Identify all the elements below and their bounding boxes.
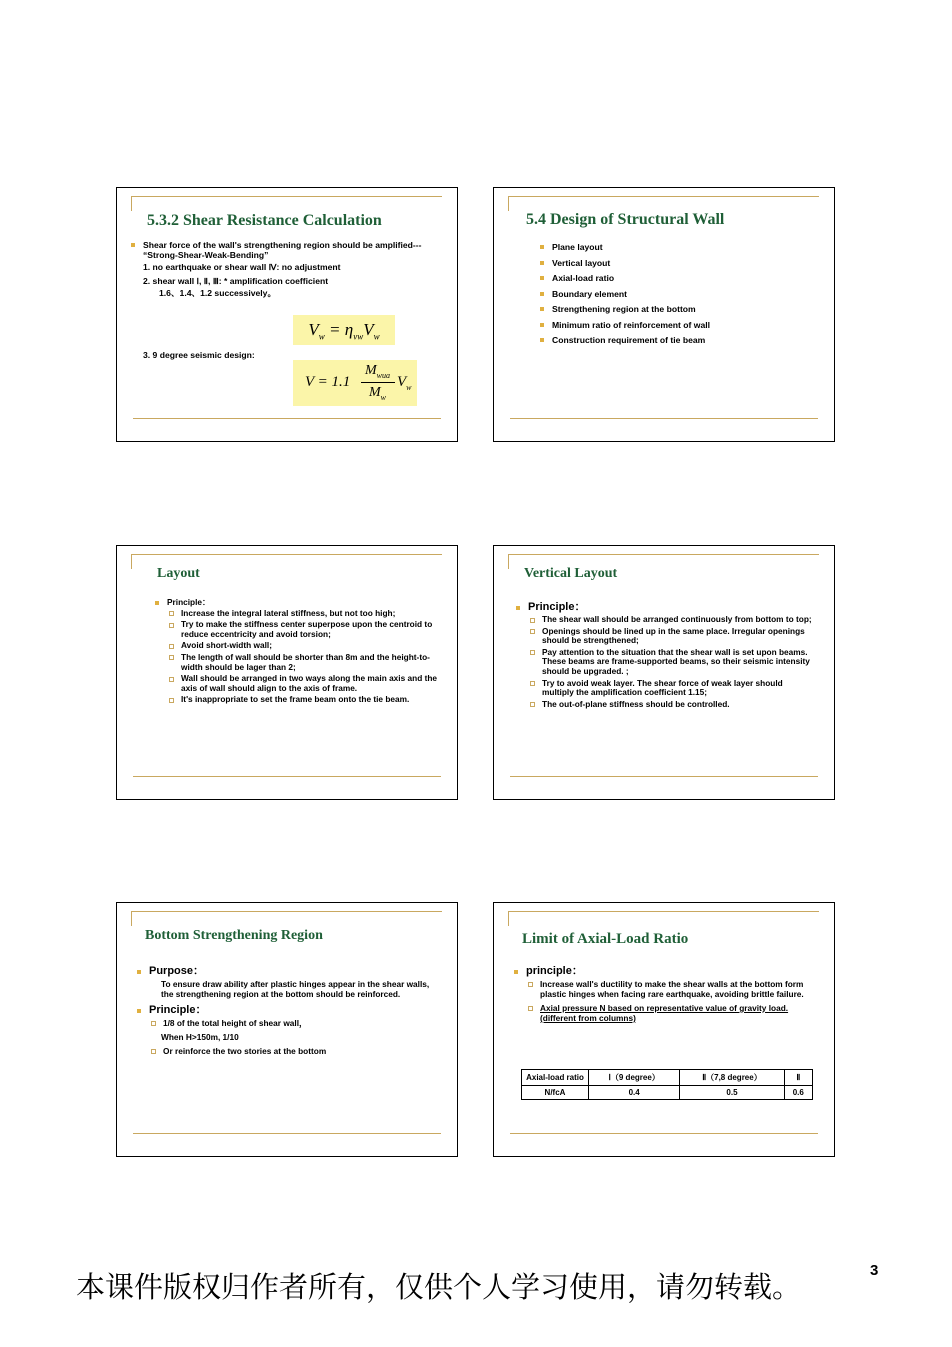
list-item: Plane layout [540,240,820,255]
slide-decoration [131,196,442,211]
slide-axial-load-ratio [493,902,835,1157]
bullet-marker-icon [514,970,518,974]
table-cell: 0.4 [589,1086,680,1100]
list-item: Avoid short-width wall; [169,641,445,651]
bullet-marker-icon [540,261,544,265]
sub-bullet-icon [151,1049,156,1054]
bullet-item: Principle： [137,1004,437,1017]
slide-divider [510,776,818,777]
copyright-footer: 本课件版权归作者所有，仅供个人学习使用，请勿转载。 [76,1270,802,1304]
bullet-item: Shear force of the wall's strengthening region should be amplified--- “Strong-Shear-Weak-Bending” [131,240,431,260]
slide-body [137,965,437,1058]
slide-divider [510,418,818,419]
bullet-marker-icon [137,1009,141,1013]
text-line: 1. no earthquake or shear wall Ⅳ: no adjustment [143,262,341,273]
slide-shear-resistance [116,187,458,442]
bullet-item: principle： [514,965,814,978]
axial-load-table [521,1069,813,1100]
list-item: Increase wall's ductility to make the shear walls at the bottom form plastic hinges when facing rare earthquake, avoiding brittle failure. [528,979,814,999]
slide-decoration [508,911,819,926]
bullet-item: Principle： [155,598,445,608]
formula-vw: $V_w = \eta_{vw}V_w$ [293,315,395,345]
slide-decoration [508,196,819,211]
slide-divider [133,776,441,777]
table-cell: Ⅰ（9 degree） [589,1070,680,1086]
slide-structural-wall [493,187,835,442]
formula-v: V = 1.1 $M_{wua}$ $M_w$ $V_w$ [293,360,417,406]
list-item: The shear wall should be arranged continuously from bottom to top; [530,615,816,625]
bullet-marker-icon [540,245,544,249]
sub-bullet-icon [530,629,535,634]
list-item: Construction requirement of tie beam [540,333,820,348]
slide-divider [510,1133,818,1134]
list-item: Vertical layout [540,256,820,271]
table-cell: Axial-load ratio [522,1070,589,1086]
list-item: It's inappropriate to set the frame beam onto the tie beam. [169,695,445,705]
bullet-marker-icon [540,323,544,327]
slide-title: 5.3.2 Shear Resistance Calculation [147,212,382,229]
list-item: Openings should be lined up in the same place. Irregular openings should be strengthened; [530,627,816,646]
slide-divider [133,418,441,419]
slide-title: Vertical Layout [524,566,618,581]
slide-title: Bottom Strengthening Region [145,928,323,943]
table-cell: N/fcA [522,1086,589,1100]
list-item: Axial pressure N based on representative value of gravity load. (different from columns) [528,1003,814,1023]
list-item: Pay attention to the situation that the shear wall is set upon beams. These beams are frame-supported beams, so their seismic intensity should be upgraded. ; [530,648,816,677]
bullet-marker-icon [516,606,520,610]
list-item: The out-of-plane stiffness should be controlled. [530,700,816,710]
bullet-marker-icon [540,276,544,280]
list-item: Wall should be arranged in two ways along the main axis and the axis of wall should align to the axis of frame. [169,674,445,693]
sub-bullet-icon [528,982,533,987]
list-item: Try to make the stiffness center superpose upon the centroid to reduce eccentricity and avoid torsion; [169,620,445,639]
bullet-list [540,240,820,349]
bullet-marker-icon [540,307,544,311]
sub-bullet-icon [169,611,174,616]
list-item: Or reinforce the two stories at the bottom [151,1046,437,1056]
sub-bullet-icon [169,623,174,628]
text-paragraph: To ensure draw ability after plastic hinges appear in the shear walls, the strengthening region at the bottom should be reinforced. [161,979,430,999]
sub-bullet-icon [528,1006,533,1011]
bullet-marker-icon [131,243,135,247]
list-item: Increase the integral lateral stiffness, but not too high; [169,609,445,619]
text-line: 3. 9 degree seismic design: [143,350,255,360]
slide-title: 5.4 Design of Structural Wall [526,211,725,228]
slide-title: Limit of Axial-Load Ratio [522,931,689,947]
bullet-marker-icon [155,601,159,605]
table-cell: Ⅱ [784,1070,812,1086]
list-item: Axial-load ratio [540,271,820,286]
table-cell: 0.6 [784,1086,812,1100]
slide-title: Layout [157,566,200,581]
slide-body [155,598,445,707]
slide-body [516,601,816,711]
bullet-item: Purpose： [137,965,437,978]
text-line: When H>150m, 1/10 [161,1032,239,1042]
slide-vertical-layout [493,545,835,800]
sub-bullet-icon [169,655,174,660]
slide-layout [116,545,458,800]
text-line: 1.6、1.4、1.2 successively。 [159,287,277,298]
sub-bullet-icon [530,650,535,655]
table-row [522,1086,813,1100]
sub-bullet-icon [169,698,174,703]
slide-body [514,965,814,1025]
sub-bullet-icon [151,1021,156,1026]
bullet-marker-icon [540,338,544,342]
sub-bullet-icon [530,681,535,686]
list-item: Try to avoid weak layer. The shear force of weak layer should multiply the amplification coefficient 1.15; [530,679,816,698]
sub-bullet-icon [169,677,174,682]
list-item: Strengthening region at the bottom [540,302,820,317]
slide-body [131,240,431,298]
list-item: 1/8 of the total height of shear wall， [151,1018,437,1028]
table-cell: Ⅱ（7,8 degree） [680,1070,784,1086]
text-line: 2. shear wall Ⅰ, Ⅱ, Ⅲ: * amplification coefficient [143,275,329,286]
table-row [522,1070,813,1086]
slide-decoration [131,911,442,926]
list-item: The length of wall should be shorter than 8m and the height-to-width should be lager than 2; [169,653,445,672]
bullet-item: Principle： [516,601,816,614]
sub-bullet-icon [169,644,174,649]
slide-divider [133,1133,441,1134]
list-item: Minimum ratio of reinforcement of wall [540,318,820,333]
page-number: 3 [870,1262,879,1279]
list-item: Boundary element [540,287,820,302]
sub-bullet-icon [530,618,535,623]
sub-bullet-icon [530,702,535,707]
slide-bottom-strengthening [116,902,458,1157]
bullet-marker-icon [540,292,544,296]
bullet-marker-icon [137,970,141,974]
table-cell: 0.5 [680,1086,784,1100]
